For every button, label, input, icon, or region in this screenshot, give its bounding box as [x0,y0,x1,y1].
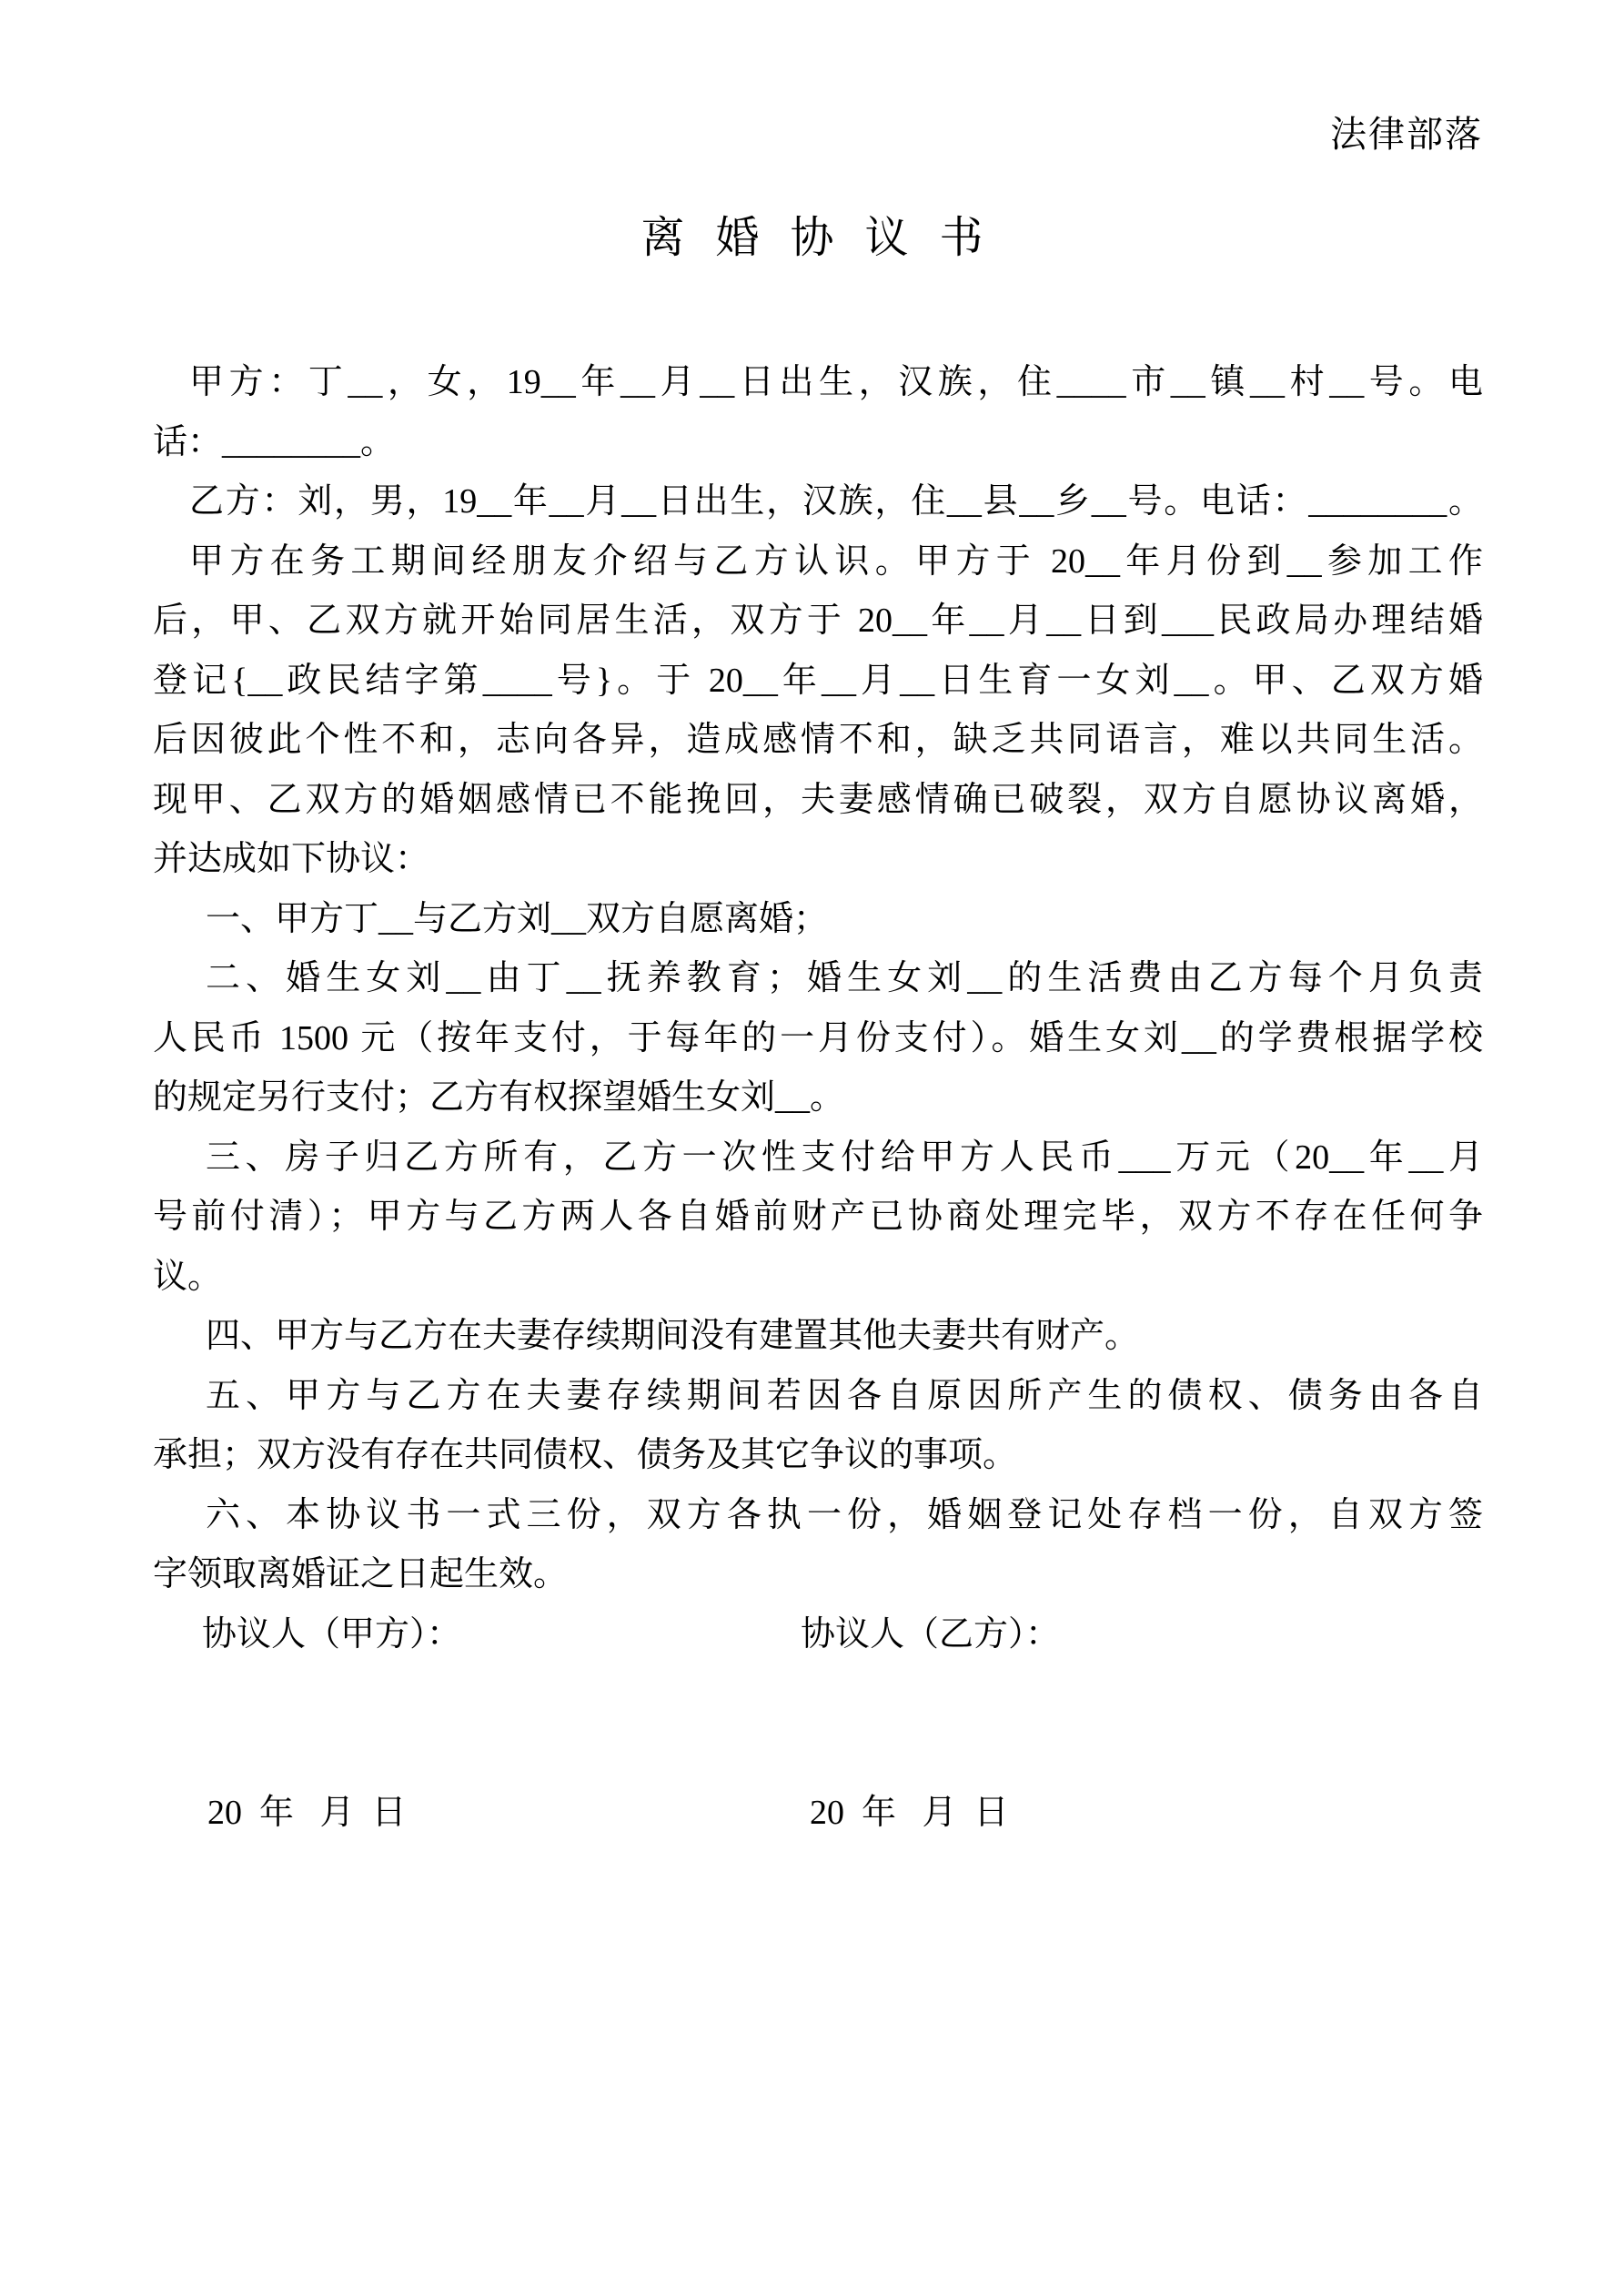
party-b-date: 20 年 月 日 [810,1794,1009,1832]
page-title: 离 婚 协 议 书 [641,214,983,262]
doc-line: 的规定另行支付；乙方有权探望婚生女刘__。 [153,1078,845,1117]
signature-row [153,1605,1483,1665]
doc-line: 三、房子归乙方所有，乙方一次性支付给甲方人民币___万元（20__年__月 [206,1138,1483,1177]
doc-line: 后因彼此个性不和，志向各异，造成感情不和，缺乏共同语言，难以共同生活。 [153,721,1483,759]
doc-line: 承担；双方没有存在共同债权、债务及其它争议的事项。 [153,1436,1018,1474]
doc-lines [153,353,1483,1605]
doc-line: 六、本协议书一式三份，双方各执一份，婚姻登记处存档一份，自双方签 [206,1495,1483,1534]
doc-line: 甲方在务工期间经朋友介绍与乙方认识。甲方于 20__年月份到__参加工作 [189,541,1483,581]
party-a-signature-label: 协议人（甲方）： [202,1614,462,1654]
doc-line: 议。 [153,1257,223,1296]
doc-line: 登记{__政民结字第____号}。于 20__年__月__日生育一女刘__。甲、乙双方婚 [153,661,1483,700]
doc-line: 五、甲方与乙方在夫妻存续期间若因各自原因所产生的债权、债务由各自 [206,1376,1483,1415]
doc-line: 字领取离婚证之日起生效。 [153,1555,569,1593]
doc-line: 二、婚生女刘__由丁__抚养教育；婚生女刘__的生活费由乙方每个月负责 [206,959,1483,997]
doc-line: 现甲、乙双方的婚姻感情已不能挽回，夫妻感情确已破裂，双方自愿协议离婚， [153,780,1483,819]
doc-line: 一、甲方丁__与乙方刘__双方自愿离婚； [206,899,829,938]
doc-line: 并达成如下协议： [153,840,430,878]
doc-line: 四、甲方与乙方在夫妻存续期间没有建置其他夫妻共有财产。 [206,1317,1140,1355]
doc-line: 后，甲、乙双方就开始同居生活，双方于 20__年__月__日到___民政局办理结婚 [153,602,1483,640]
doc-line: 号前付清）；甲方与乙方两人各自婚前财产已协商处理完毕，双方不存在任何争 [153,1198,1483,1236]
doc-line: 甲方：丁__，女，19__年__月__日出生，汉族，住____市__镇__村__号。电 [189,363,1483,401]
doc-body [153,353,1483,1844]
doc-line: 乙方：刘，男，19__年__月__日出生，汉族，住__县__乡__号。电话：________。 [189,482,1483,521]
site-watermark: 法律部落 [1330,114,1483,155]
doc-line: 人民币 1500 元（按年支付，于每年的一月份支付）。婚生女刘__的学费根据学校 [153,1018,1483,1057]
signature-space [153,1664,1483,1784]
party-b-signature-label: 协议人（乙方）： [801,1614,1061,1654]
party-a-date: 20 年 月 日 [207,1794,407,1832]
doc-line: 话：________。 [153,422,396,461]
date-row [153,1784,1483,1844]
